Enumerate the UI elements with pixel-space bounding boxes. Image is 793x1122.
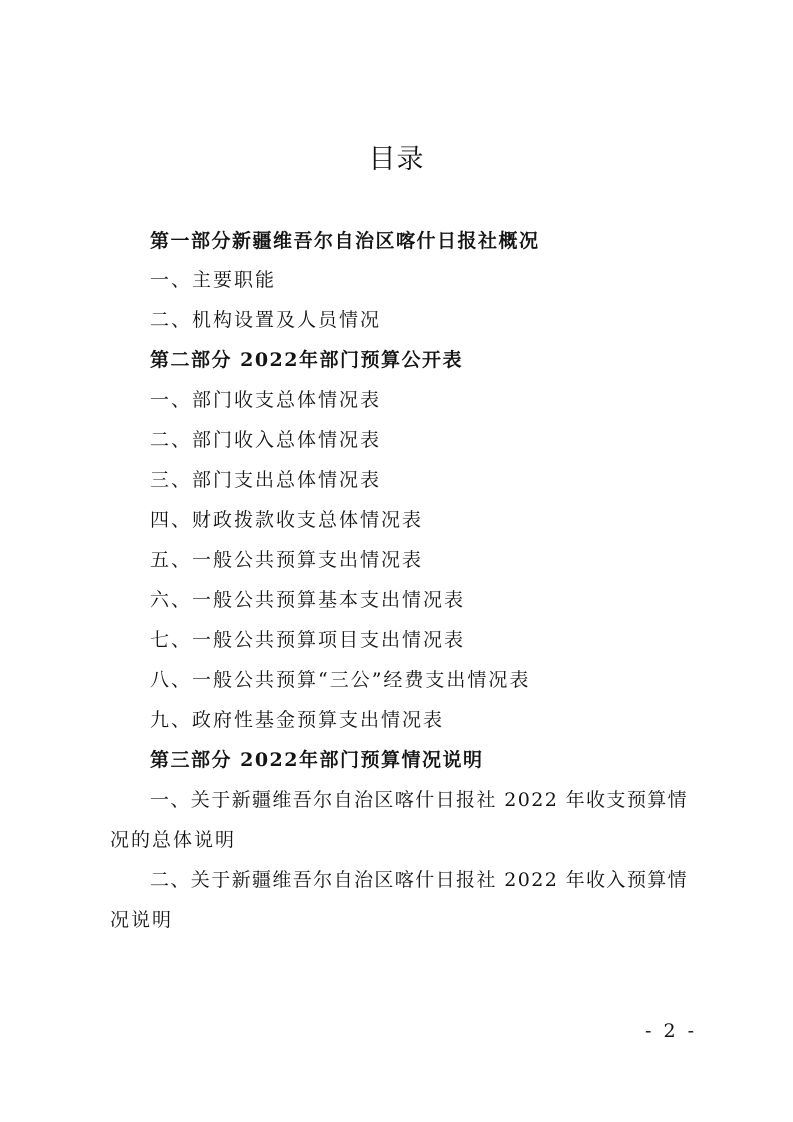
toc-item: 一、关于新疆维吾尔自治区喀什日报社 2022 年收支预算情 bbox=[150, 789, 689, 811]
toc-item-continuation: 况的总体说明 bbox=[110, 829, 237, 851]
toc-item: 一、部门收支总体情况表 bbox=[150, 389, 382, 411]
toc-item: 七、一般公共预算项目支出情况表 bbox=[150, 629, 466, 651]
page-number: - 2 - bbox=[644, 1020, 697, 1042]
toc-item: 一、主要职能 bbox=[150, 269, 277, 291]
toc-item: 六、一般公共预算基本支出情况表 bbox=[150, 589, 466, 611]
toc-item: 三、部门支出总体情况表 bbox=[150, 469, 382, 491]
toc-item-continuation: 况说明 bbox=[110, 909, 174, 931]
toc-part-3-heading: 第三部分 2022年部门预算情况说明 bbox=[150, 749, 484, 771]
toc-part-2-heading: 第二部分 2022年部门预算公开表 bbox=[150, 349, 463, 371]
toc-item: 五、一般公共预算支出情况表 bbox=[150, 549, 424, 571]
toc-item: 二、部门收入总体情况表 bbox=[150, 429, 382, 451]
toc-item: 二、关于新疆维吾尔自治区喀什日报社 2022 年收入预算情 bbox=[150, 869, 689, 891]
toc-part-1-heading: 第一部分新疆维吾尔自治区喀什日报社概况 bbox=[150, 230, 540, 252]
toc-item: 二、机构设置及人员情况 bbox=[150, 309, 382, 331]
toc-item: 四、财政拨款收支总体情况表 bbox=[150, 509, 424, 531]
toc-item: 九、政府性基金预算支出情况表 bbox=[150, 709, 445, 731]
toc-item: 八、一般公共预算“三公”经费支出情况表 bbox=[150, 669, 531, 691]
page-title: 目录 bbox=[368, 144, 425, 175]
